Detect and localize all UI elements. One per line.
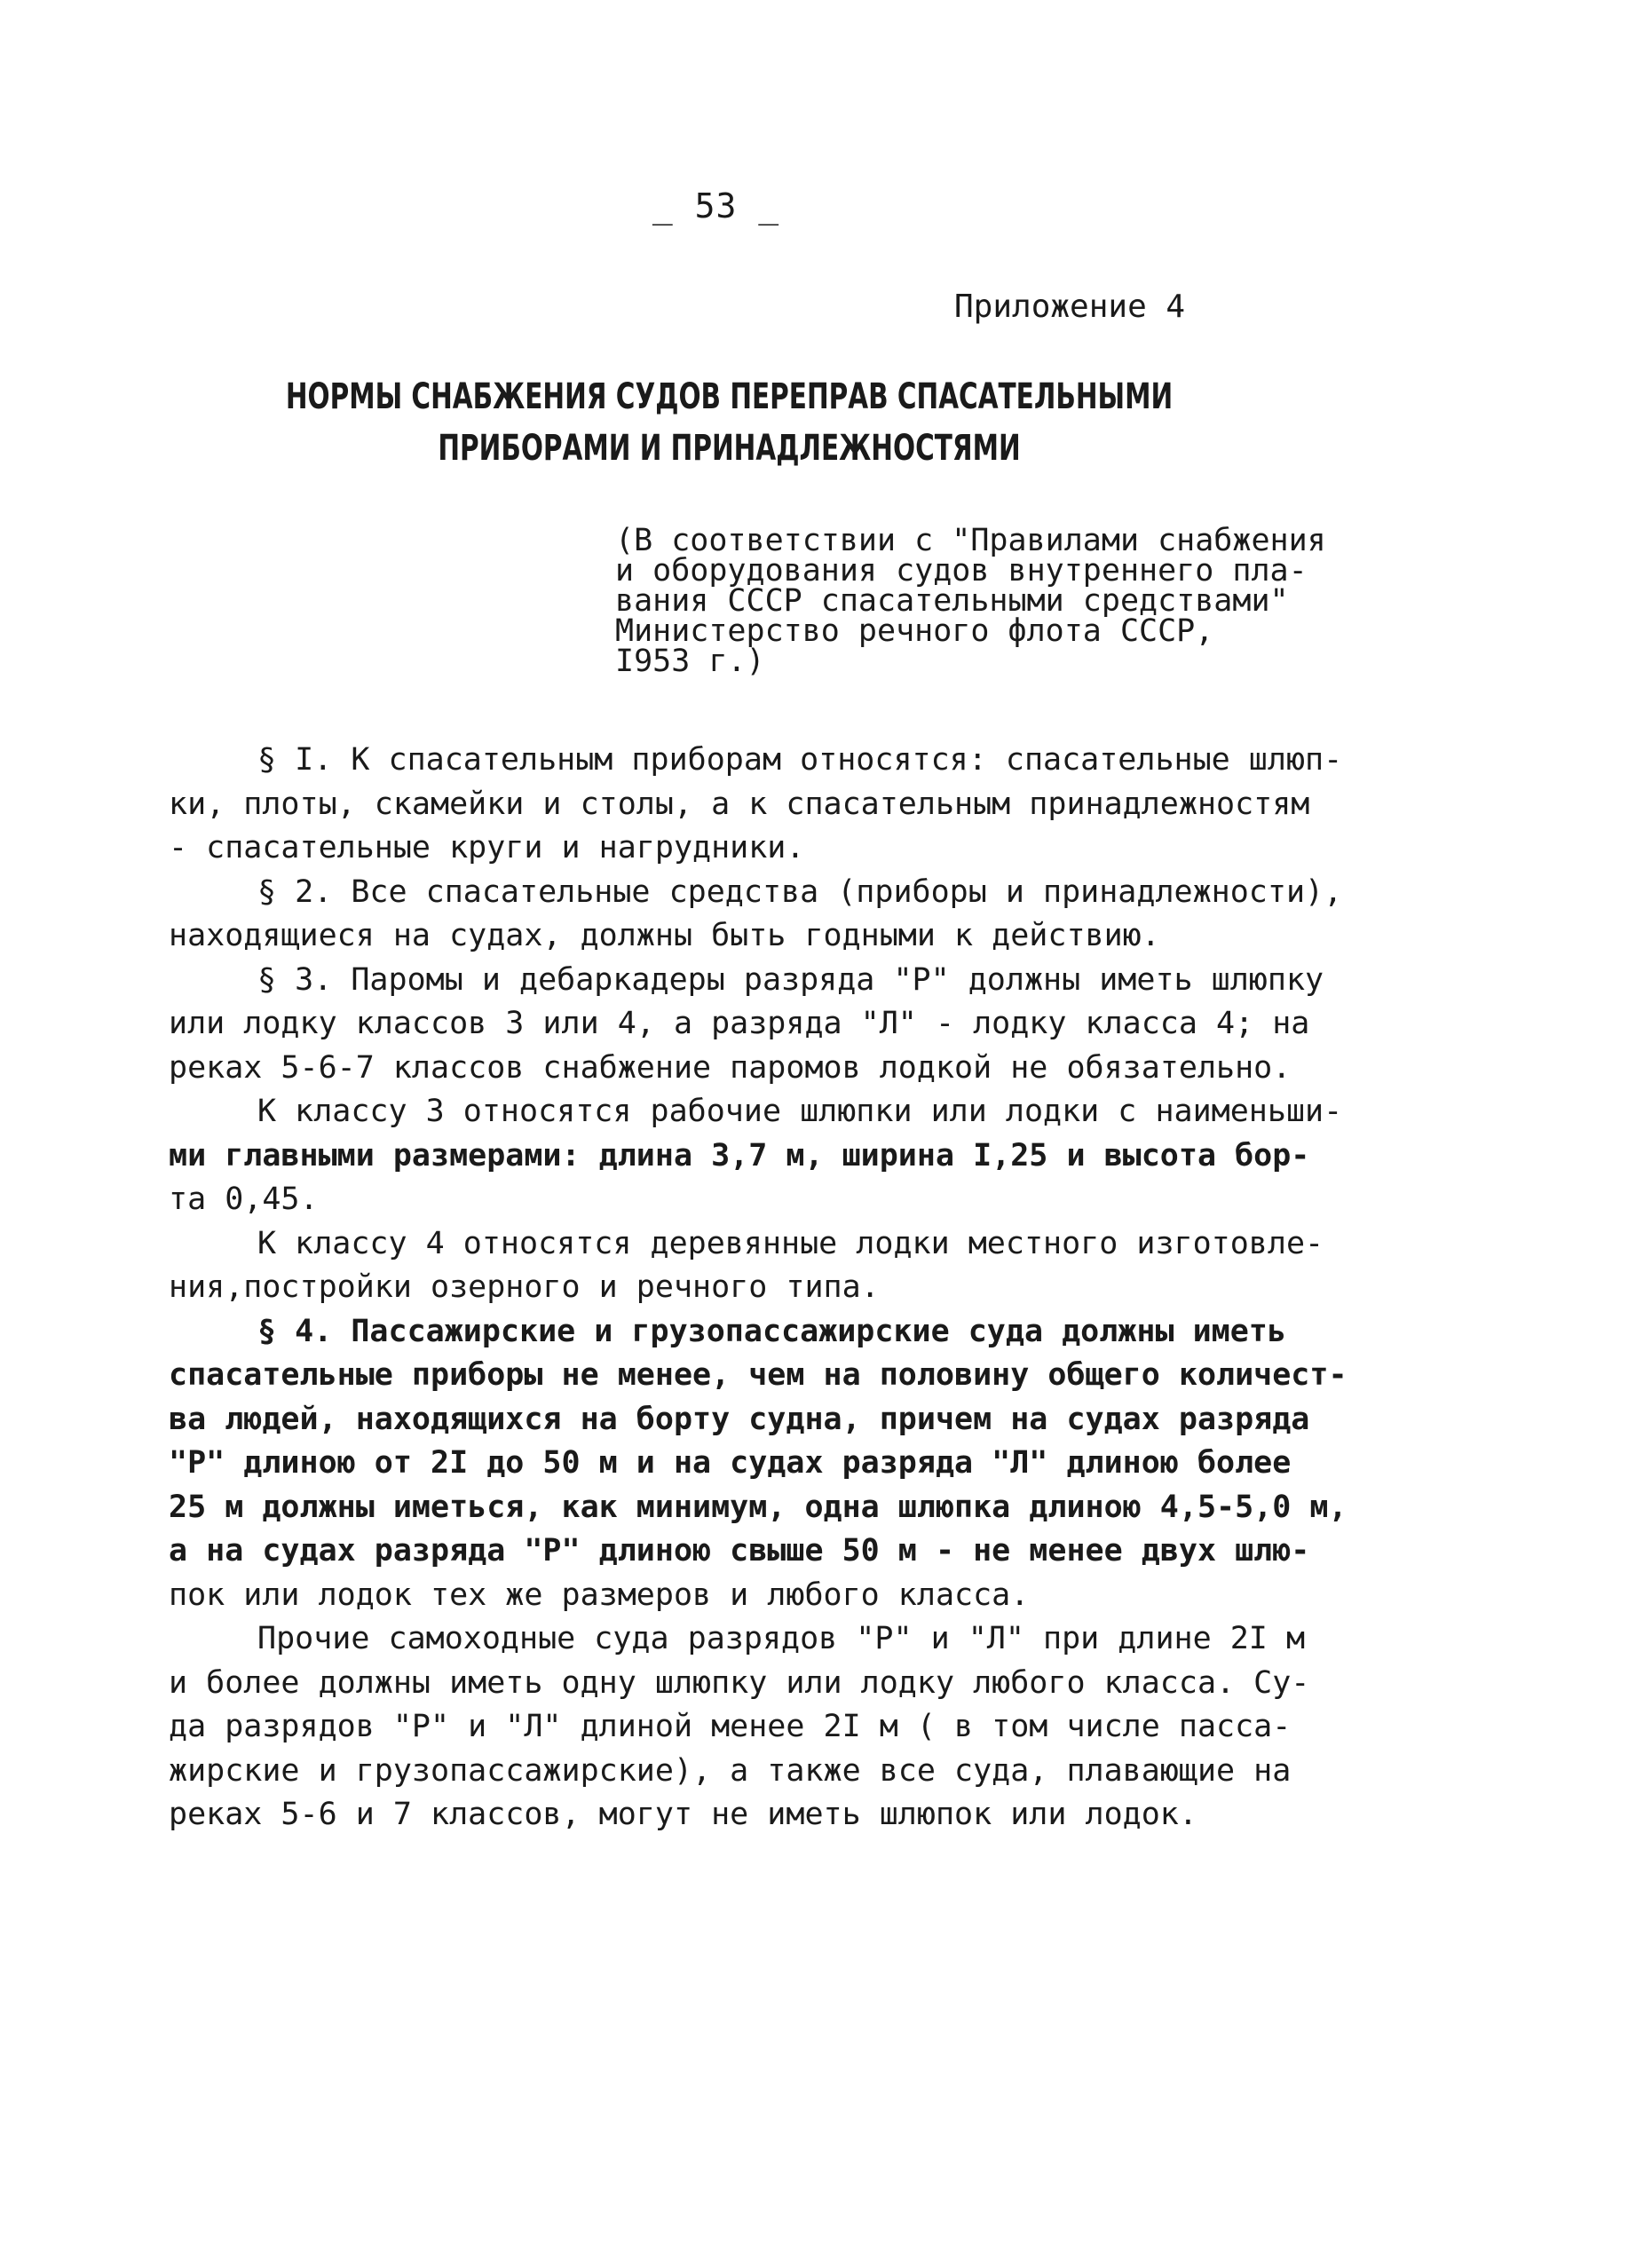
document-title	[131, 371, 1327, 474]
paragraph-6-line: пок или лодок тех же размеров и любого класса.	[169, 1577, 1030, 1613]
paragraph-3-line: реках 5-6-7 классов снабжение паромов лодкой не обязательно.	[169, 1049, 1292, 1086]
paragraph-4-line: ми главными размерами: длина 3,7 м, ширина I,25 и высота бор-	[169, 1137, 1310, 1174]
paragraph-7-line: жирские и грузопассажирские), а также все суда, плавающие на	[169, 1752, 1292, 1789]
reference-note-line: и оборудования судов внутреннего пла-	[615, 553, 1308, 589]
reference-note-line: вания СССР спасательными средствами"	[615, 583, 1289, 619]
reference-note-line: Министерство речного флота СССР,	[615, 613, 1214, 649]
paragraph-4-line: К классу 3 относятся рабочие шлюпки или лодки с наименьши-	[257, 1094, 1343, 1129]
page-number: _ 53 _	[652, 186, 780, 225]
paragraph-6-line: а на судах разряда "Р" длиною свыше 50 м - не менее двух шлю-	[169, 1533, 1310, 1569]
paragraph-1-line: - спасательные круги и нагрудники.	[169, 830, 805, 865]
paragraph-2-line: § 2. Все спасательные средства (приборы и принадлежности),	[257, 873, 1343, 910]
reference-note-line: I953 г.)	[615, 644, 765, 679]
paragraph-3-line: или лодку классов 3 или 4, а разряда "Л" - лодку класса 4; на	[169, 1006, 1310, 1041]
title-line-1: НОРМЫ СНАБЖЕНИЯ СУДОВ ПЕРЕПРАВ СПАСАТЕЛЬНЫМИ	[285, 376, 1174, 417]
body-text	[169, 739, 1348, 1837]
paragraph-2-line: находящиеся на судах, должны быть годными к действию.	[169, 918, 1160, 953]
reference-note-line: (В соответствии с "Правилами снабжения	[615, 523, 1326, 558]
paragraph-5-line: К классу 4 относятся деревянные лодки местного изготовле-	[257, 1225, 1324, 1261]
paragraph-4-line: та 0,45.	[169, 1181, 319, 1217]
paragraph-6-line: "Р" длиною от 2I до 50 м и на судах разряда "Л" длиною более	[169, 1445, 1292, 1481]
paragraph-6-line: спасательные приборы не менее, чем на половину общего количест-	[169, 1357, 1348, 1393]
title-line-2: ПРИБОРАМИ И ПРИНАДЛЕЖНОСТЯМИ	[438, 428, 1021, 469]
paragraph-6-line: 25 м должны иметься, как минимум, одна шлюпка длиною 4,5-5,0 м,	[169, 1489, 1348, 1525]
reference-note	[615, 523, 1343, 679]
paragraph-7-line: и более должны иметь одну шлюпку или лодку любого класса. Су-	[169, 1664, 1310, 1701]
paragraph-5-line: ния,постройки озерного и речного типа.	[169, 1269, 880, 1305]
paragraph-1-line: ки, плоты, скамейки и столы, а к спасательным принадлежностям	[169, 786, 1310, 822]
paragraph-7-line: реках 5-6 и 7 классов, могут не иметь шлюпок или лодок.	[169, 1797, 1197, 1832]
paragraph-7-line: да разрядов "Р" и "Л" длиной менее 2I м ( в том числе пасса-	[169, 1709, 1292, 1744]
appendix-label: Приложение 4	[954, 288, 1186, 325]
paragraph-6-line: ва людей, находящихся на борту судна, причем на судах разряда	[169, 1401, 1310, 1437]
paragraph-3-line: § 3. Паромы и дебаркадеры разряда "Р" должны иметь шлюпку	[257, 961, 1324, 998]
paragraph-7-line: Прочие самоходные суда разрядов "Р" и "Л" при длине 2I м	[257, 1621, 1306, 1656]
paragraph-6-line: § 4. Пассажирские и грузопассажирские суда должны иметь	[257, 1313, 1286, 1349]
paragraph-1-line: § I. К спасательным приборам относятся: спасательные шлюп-	[257, 742, 1343, 778]
